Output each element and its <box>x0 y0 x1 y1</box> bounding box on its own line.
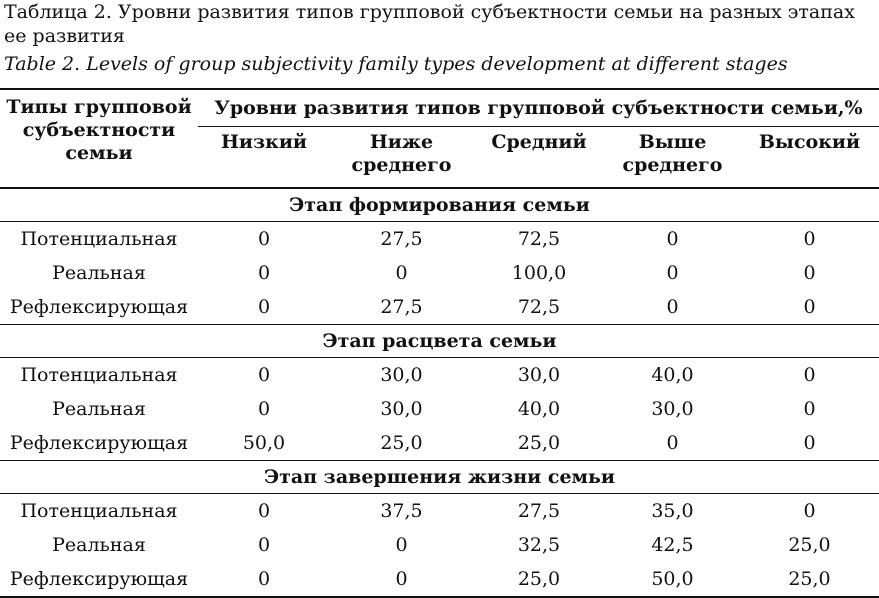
value-cell: 72,5 <box>517 228 561 250</box>
value-cell: 0 <box>803 432 816 454</box>
value-cell: 35,0 <box>651 500 694 522</box>
value-cell: 27,5 <box>380 228 423 250</box>
value-cell: 27,5 <box>380 296 423 318</box>
table-row <box>0 528 879 562</box>
type-cell: Рефлексирующая <box>9 568 189 590</box>
header-above-average: Выше среднего <box>622 131 723 176</box>
stage-title: Этап формирования семьи <box>289 194 590 216</box>
table-row <box>0 358 879 393</box>
header-levels: Уровни развития типов групповой субъектности семьи,% <box>198 89 879 127</box>
data-table <box>0 88 879 598</box>
value-cell: 25,0 <box>788 534 831 556</box>
value-cell: 37,5 <box>380 500 423 522</box>
value-cell: 50,0 <box>242 432 286 454</box>
header-average: Средний <box>491 131 587 153</box>
caption-english: Table 2. Levels of group subjectivity family types development at different stages <box>4 53 788 75</box>
value-cell: 0 <box>257 364 271 386</box>
value-cell: 0 <box>257 228 271 250</box>
value-cell: 25,0 <box>517 432 561 454</box>
type-cell: Потенциальная <box>20 500 178 522</box>
stage-title: Этап завершения жизни семьи <box>263 466 616 488</box>
value-cell: 0 <box>257 568 271 590</box>
value-cell: 32,5 <box>517 534 561 556</box>
value-cell: 30,0 <box>380 398 423 420</box>
value-cell: 25,0 <box>517 568 561 590</box>
value-cell: 0 <box>395 568 408 590</box>
value-cell: 27,5 <box>517 500 561 522</box>
value-cell: 0 <box>257 296 271 318</box>
type-cell: Потенциальная <box>20 364 178 386</box>
table-row <box>0 494 879 529</box>
table-caption <box>4 0 874 76</box>
type-cell: Реальная <box>52 534 146 556</box>
value-cell: 25,0 <box>380 432 423 454</box>
value-cell: 0 <box>395 262 408 284</box>
table-row <box>0 426 879 461</box>
type-cell: Рефлексирующая <box>9 296 189 318</box>
table-row <box>0 562 879 597</box>
caption-russian: Таблица 2. Уровни развития типов групповой субъектности семьи на разных этапах ее развития <box>4 1 855 47</box>
value-cell: 0 <box>257 534 271 556</box>
type-cell: Потенциальная <box>20 228 178 250</box>
value-cell: 100,0 <box>511 262 567 284</box>
value-cell: 0 <box>666 228 679 250</box>
table-row <box>0 392 879 426</box>
header-types: Типы групповой субъектности семьи <box>0 89 198 188</box>
table-row <box>0 290 879 325</box>
value-cell: 42,5 <box>651 534 694 556</box>
value-cell: 0 <box>257 398 271 420</box>
table-row <box>0 256 879 290</box>
value-cell: 0 <box>666 432 679 454</box>
table-row <box>0 222 879 257</box>
value-cell: 0 <box>803 500 816 522</box>
value-cell: 0 <box>666 262 679 284</box>
value-cell: 0 <box>803 228 816 250</box>
value-cell: 40,0 <box>517 398 561 420</box>
type-cell: Рефлексирующая <box>9 432 189 454</box>
header-below-average: Ниже среднего <box>351 131 452 176</box>
value-cell: 30,0 <box>517 364 561 386</box>
value-cell: 0 <box>257 500 271 522</box>
value-cell: 0 <box>803 296 816 318</box>
value-cell: 0 <box>803 398 816 420</box>
value-cell: 30,0 <box>651 398 694 420</box>
table-body <box>0 188 879 597</box>
header-low: Низкий <box>220 131 308 153</box>
type-cell: Реальная <box>52 398 146 420</box>
value-cell: 0 <box>803 364 816 386</box>
type-cell: Реальная <box>52 262 146 284</box>
value-cell: 0 <box>666 296 679 318</box>
value-cell: 50,0 <box>651 568 694 590</box>
stage-title: Этап расцвета семьи <box>322 330 557 352</box>
value-cell: 30,0 <box>380 364 423 386</box>
value-cell: 0 <box>803 262 816 284</box>
value-cell: 72,5 <box>517 296 561 318</box>
value-cell: 0 <box>257 262 271 284</box>
header-high: Высокий <box>758 131 861 153</box>
value-cell: 40,0 <box>651 364 694 386</box>
value-cell: 0 <box>395 534 408 556</box>
value-cell: 25,0 <box>788 568 831 590</box>
